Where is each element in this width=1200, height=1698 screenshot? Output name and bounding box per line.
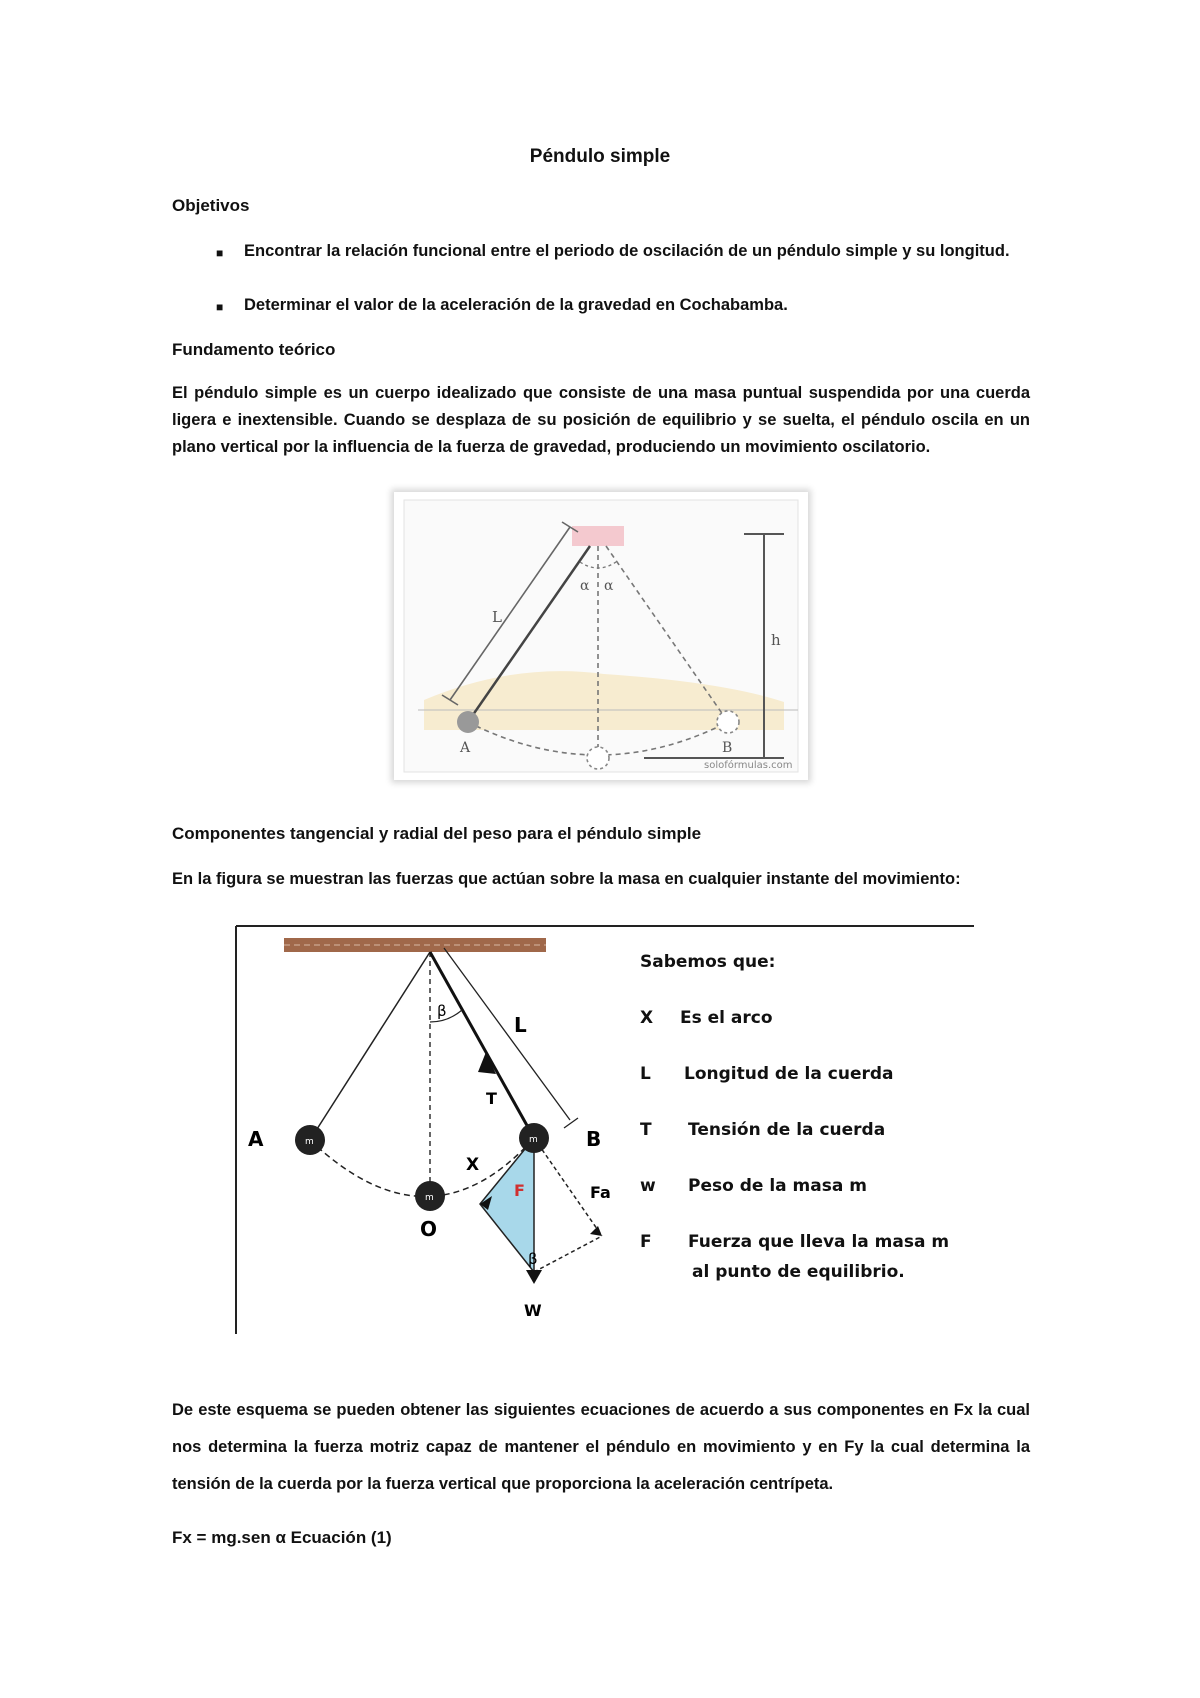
label-alpha-left: α (580, 578, 590, 594)
legend-continuation: al punto de equilibrio. (692, 1262, 905, 1282)
label-W: W (524, 1301, 542, 1320)
legend-symbol-x: X (640, 1008, 654, 1028)
pendulum-figure (394, 492, 808, 780)
componentes-heading: Componentes tangencial y radial del peso para el péndulo simple (172, 824, 702, 843)
legend-text-w: Peso de la masa m (688, 1176, 867, 1196)
label-T: T (486, 1089, 497, 1108)
label-L: L (492, 608, 502, 626)
legend-symbol-f: F (640, 1232, 652, 1252)
bullet-icon: ■ (216, 246, 224, 260)
label-h: h (771, 631, 781, 649)
label-B: B (722, 740, 733, 756)
label-B: B (586, 1127, 602, 1151)
legend-title: Sabemos que: (640, 952, 776, 972)
label-L: L (514, 1013, 527, 1037)
legend-text-t: Tensión de la cuerda (688, 1120, 886, 1140)
watermark: solofórmulas.com (704, 760, 793, 771)
label-A: A (460, 740, 471, 756)
bullet-icon: ■ (216, 300, 224, 314)
legend-text-x: Es el arco (680, 1008, 773, 1028)
label-O: O (420, 1217, 438, 1241)
pivot-block (572, 526, 624, 546)
equation-1: Fx = mg.sen α Ecuación (1) (172, 1528, 392, 1547)
legend-symbol-t: T (640, 1120, 652, 1140)
legend-text-f: Fuerza que lleva la masa m (688, 1232, 950, 1252)
page-title: Péndulo simple (529, 146, 671, 167)
label-beta-top: β (437, 1002, 447, 1020)
ball-a (457, 711, 479, 733)
label-A: A (248, 1127, 264, 1151)
pendulum-diagram (394, 492, 808, 780)
objetivo-item-2: Determinar el valor de la aceleración de la gravedad en Cochabamba. (244, 296, 788, 314)
label-Fa: Fa (590, 1183, 611, 1202)
legend-text-l: Longitud de la cuerda (684, 1064, 894, 1084)
label-X: X (466, 1155, 480, 1175)
label-alpha-right: α (604, 578, 614, 594)
objetivos-heading: Objetivos (172, 196, 250, 215)
mass-b-label: m (529, 1135, 538, 1145)
fundamento-heading: Fundamento teórico (172, 340, 336, 359)
conclusion-paragraph: De este esquema se pueden obtener las siguientes ecuaciones de acuerdo a sus componentes en Fx la cual nos determina la fuerza motriz capaz de mantener el péndulo en movimiento y en Fy la cual determina la tensión de la cuerda por la fuerza vertical que proporciona la aceleración centrípeta. (172, 1401, 1030, 1493)
mass-o-label: m (425, 1193, 434, 1203)
fundamento-paragraph: El péndulo simple es un cuerpo idealizado que consiste de una masa puntual suspendida por una cuerda ligera e inextensible. Cuando se desplaza de su posición de equilibrio y se suelta, el péndulo oscila en un plano vertical por la influencia de la fuerza de gravedad, produciendo un movimiento oscilatorio. (172, 384, 1030, 456)
label-F: F (514, 1181, 525, 1200)
legend-symbol-l: L (640, 1064, 651, 1084)
label-beta-bottom: β (528, 1250, 538, 1268)
legend-symbol-w: w (640, 1176, 656, 1196)
objetivo-item-1: Encontrar la relación funcional entre el periodo de oscilación de un péndulo simple y su longitud. (244, 242, 1010, 260)
mass-a-label: m (305, 1137, 314, 1147)
componentes-intro: En la figura se muestran las fuerzas que actúan sobre la masa en cualquier instante del movimiento: (172, 870, 961, 888)
